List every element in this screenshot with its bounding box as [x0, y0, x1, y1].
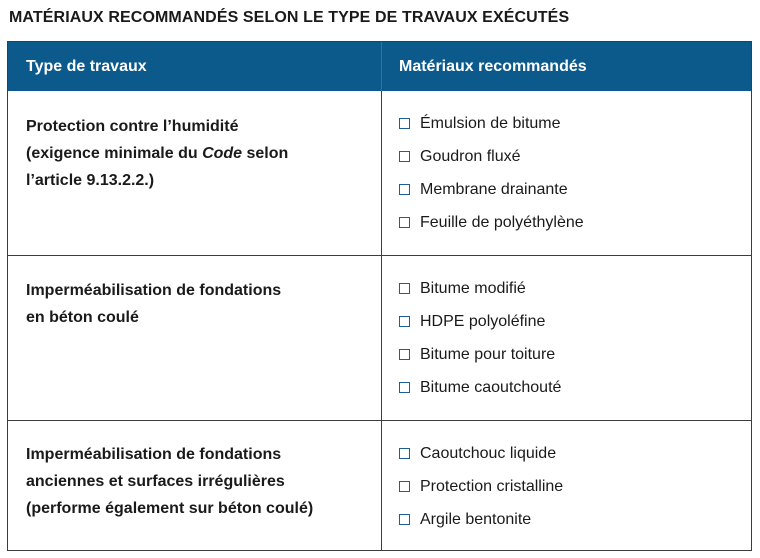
checkbox-icon	[399, 448, 410, 459]
material-label: Feuille de polyéthylène	[420, 214, 584, 231]
material-label: HDPE polyoléfine	[420, 313, 546, 330]
list-item	[399, 347, 561, 380]
table-row	[8, 420, 751, 550]
list-item	[399, 446, 563, 479]
material-label: Membrane drainante	[420, 181, 568, 198]
materials-list	[399, 281, 561, 413]
checkbox-icon	[399, 118, 410, 129]
type-line: Protection contre l’humidité	[26, 118, 239, 135]
material-label: Émulsion de bitume	[420, 115, 561, 132]
materials-list	[399, 446, 563, 545]
list-item	[399, 116, 584, 149]
checkbox-icon	[399, 283, 410, 294]
table-row	[8, 255, 751, 420]
page-title: MATÉRIAUX RECOMMANDÉS SELON LE TYPE DE TRAVAUX EXÉCUTÉS	[9, 9, 570, 26]
type-cell	[26, 113, 366, 194]
type-line: l’article 9.13.2.2.)	[26, 172, 155, 189]
list-item	[399, 314, 561, 347]
type-text-italic: Code	[202, 145, 243, 162]
list-item	[399, 479, 563, 512]
checkbox-icon	[399, 217, 410, 228]
column-divider	[381, 256, 382, 420]
checkbox-icon	[399, 184, 410, 195]
material-label: Caoutchouc liquide	[420, 445, 557, 462]
list-item	[399, 149, 584, 182]
material-label: Goudron fluxé	[420, 148, 521, 165]
material-label: Argile bentonite	[420, 511, 532, 528]
material-label: Bitume modifié	[420, 280, 526, 297]
header-materiaux-recommandes: Matériaux recommandés	[399, 58, 587, 75]
checkbox-icon	[399, 316, 410, 327]
materials-list	[399, 116, 584, 248]
list-item	[399, 215, 584, 248]
list-item	[399, 380, 561, 413]
header-type-de-travaux: Type de travaux	[26, 58, 147, 75]
checkbox-icon	[399, 382, 410, 393]
type-line	[26, 140, 366, 167]
table-header	[8, 42, 751, 91]
list-item	[399, 182, 584, 215]
column-divider	[381, 91, 382, 255]
type-cell	[26, 441, 366, 522]
material-label: Protection cristalline	[420, 478, 564, 495]
type-line: (performe également sur béton coulé)	[26, 500, 314, 517]
type-cell	[26, 277, 366, 331]
checkbox-icon	[399, 151, 410, 162]
type-line: Imperméabilisation de fondations	[26, 282, 282, 299]
list-item	[399, 281, 561, 314]
material-label: Bitume pour toiture	[420, 346, 556, 363]
column-divider	[381, 421, 382, 550]
list-item	[399, 512, 563, 545]
type-line: anciennes et surfaces irrégulières	[26, 473, 285, 490]
type-text: (exigence minimale du	[26, 145, 203, 162]
checkbox-icon	[399, 481, 410, 492]
header-divider	[381, 42, 382, 91]
table-row	[8, 91, 751, 255]
checkbox-icon	[399, 514, 410, 525]
material-label: Bitume caoutchouté	[420, 379, 562, 396]
type-text: selon	[242, 145, 289, 162]
type-line: en béton coulé	[26, 309, 139, 326]
type-line: Imperméabilisation de fondations	[26, 446, 282, 463]
checkbox-icon	[399, 349, 410, 360]
materials-table	[7, 41, 752, 551]
